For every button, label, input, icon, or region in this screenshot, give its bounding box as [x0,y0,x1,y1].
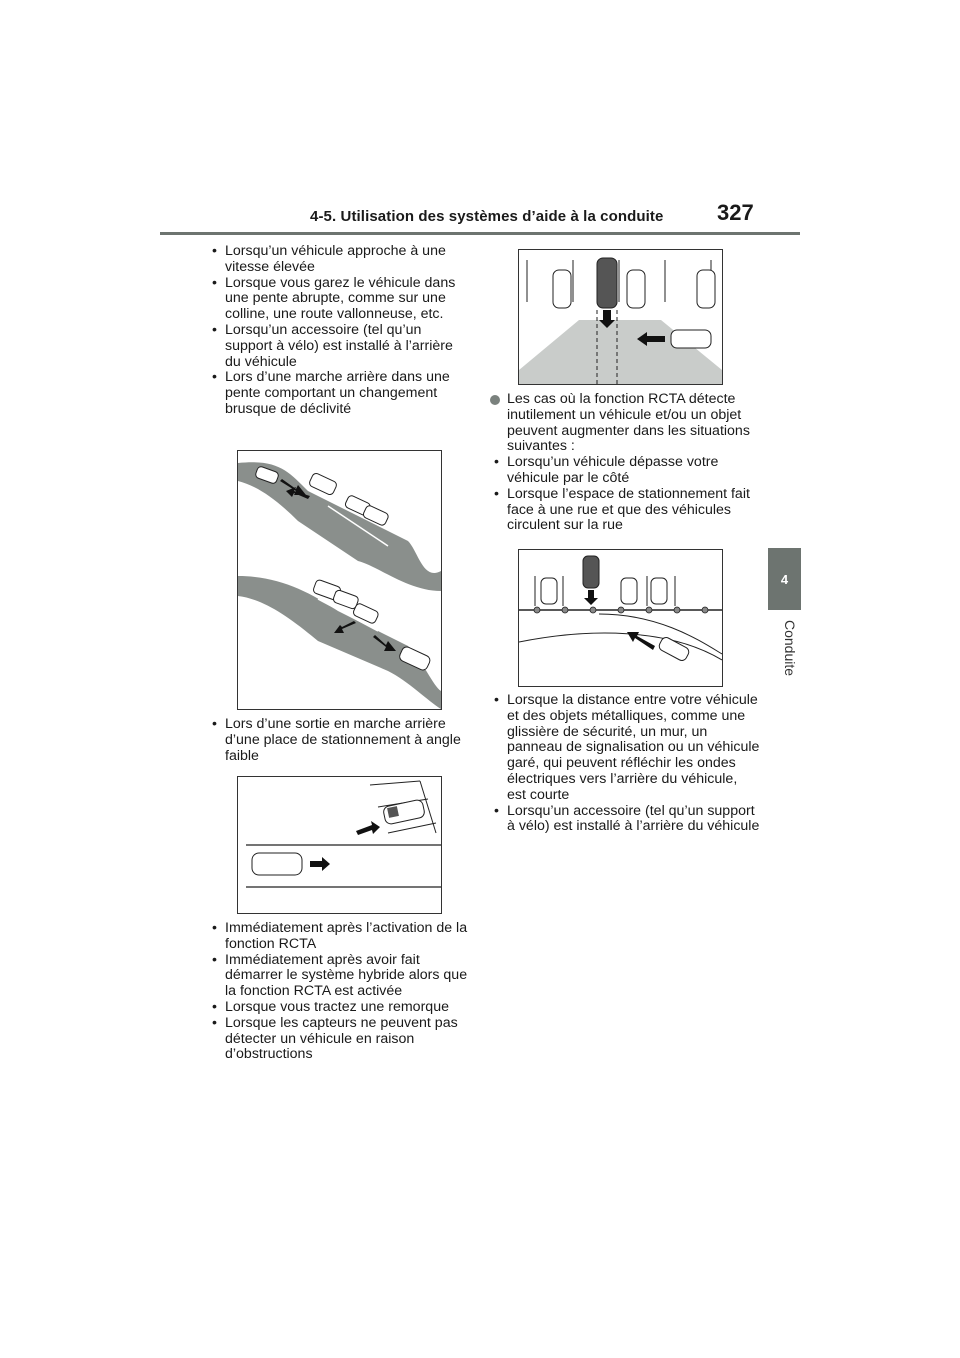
circle-bullet-icon [490,395,500,405]
slope-illustration [237,450,442,710]
page-header [160,198,800,234]
page-number: 327 [717,200,754,225]
section-title: 4-5. Utilisation des systèmes d’aide à la conduite [310,208,664,225]
right-text-1 [490,392,760,534]
list-item: • Lors d’une sortie en marche arrière d’une place de stationnement à angle faible [208,717,470,764]
list-item: • Lors d’une marche arrière dans une pente comportant un changement brusque de déclivité [208,370,470,417]
list-item: • Lorsque vous tractez une remorque [208,1000,470,1016]
header-rule [160,232,800,235]
parking-detection-illustration [518,249,723,385]
list-item: • Lorsqu’un véhicule approche à une vitesse élevée [208,244,470,276]
list-item: • Immédiatement après l’activation de la fonction RCTA [208,921,470,953]
list-item: • Lorsque les capteurs ne peuvent pas détecter un véhicule en raison d’obstructions [208,1016,470,1063]
angled-parking-illustration [237,776,442,914]
list-item: • Lorsqu’un accessoire (tel qu’un support à vélo) est installé à l’arrière du véhicule [490,804,760,836]
right-list-2 [490,693,760,835]
left-list-3 [208,921,470,1063]
list-item: • Lorsque la distance entre votre véhicule et des objets métalliques, comme une glissière de sécurité, un mur, un panneau de signalisation ou un véhicule garé, qui peuvent réfléchir les ondes électriques vers l’arrière du véhicule, est courte [490,693,760,804]
list-item: • Lorsque vous garez le véhicule dans une pente abrupte, comme sur une colline, une route vallonneuse, etc. [208,276,470,323]
circle-item-text: Les cas où la fonction RCTA détecte inutilement un véhicule et/ou un objet peuvent augmenter dans les situations suivantes : [507,391,750,455]
left-list-1 [208,244,470,418]
chapter-label: Conduite [782,620,798,677]
list-item: • Lorsque l’espace de stationnement fait face à une rue et que des véhicules circulent sur la rue [490,487,760,534]
list-item: • Lorsqu’un accessoire (tel qu’un support à vélo) est installé à l’arrière du véhicule [208,323,470,370]
left-list-2 [208,717,470,764]
chapter-tab[interactable]: 4 [768,548,801,610]
circle-item [490,392,760,455]
list-item: • Lorsqu’un véhicule dépasse votre véhicule par le côté [490,455,760,487]
street-parking-illustration [518,549,723,687]
list-item: • Immédiatement après avoir fait démarrer le système hybride alors que la fonction RCTA est activée [208,953,470,1000]
